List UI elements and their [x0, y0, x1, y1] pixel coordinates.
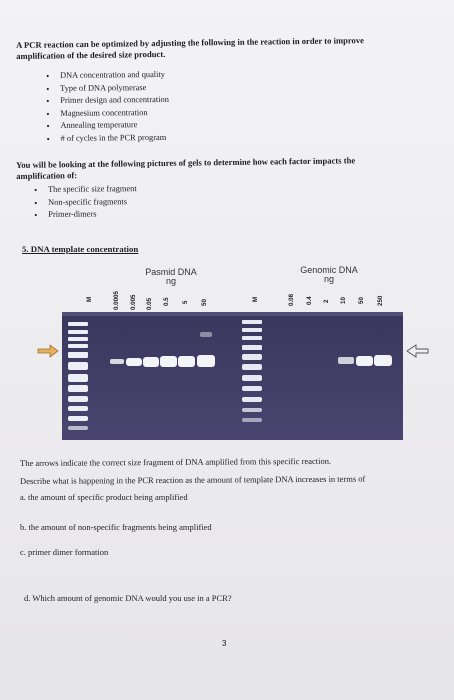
lane-label: 250	[377, 295, 384, 306]
lane-label: 10	[340, 297, 347, 304]
genomic-unit: ng	[323, 274, 334, 284]
gel-bands	[62, 312, 403, 440]
gels-intro-line-1: You will be looking at the following pictures of gels to determine how each factor impacts the	[16, 155, 356, 170]
lane-label: 0.08	[288, 293, 295, 306]
lane-label: 0.5	[163, 297, 170, 306]
list-item: • Type of DNA polymerase	[46, 82, 147, 94]
plasmid-unit: ng	[165, 276, 176, 286]
list-item: • Magnesium concentration	[46, 107, 148, 119]
genomic-label: Genomic DNA	[300, 265, 358, 275]
list-item: • DNA concentration and quality	[46, 69, 165, 81]
list-item: • The specific size fragment	[34, 184, 137, 195]
lane-label: 0.05	[146, 297, 153, 310]
lane-label: 0.4	[306, 296, 313, 305]
arrow-note: The arrows indicate the correct size fragment of DNA amplified from this specific reaction.	[20, 455, 332, 468]
factor-list	[46, 67, 407, 146]
lane-label: 2	[323, 299, 330, 303]
genomic-group-label	[284, 266, 374, 284]
intro-paragraph	[16, 34, 436, 61]
plasmid-group-label	[126, 268, 216, 286]
lane-label: 50	[358, 297, 365, 304]
question-b: b. the amount of non-specific fragments being amplified	[20, 522, 212, 532]
lane-label: M	[252, 296, 259, 302]
plasmid-label: Pasmid DNA	[145, 267, 197, 277]
lane-label: 5	[182, 300, 189, 304]
amplification-list	[34, 181, 334, 221]
list-item: • # of cycles in the PCR program	[46, 132, 167, 144]
section-heading	[22, 244, 138, 255]
question-c: c. primer dimer formation	[20, 547, 109, 557]
describe-prompt: Describe what is happening in the PCR reaction as the amount of template DNA increases in terms of	[20, 473, 366, 486]
section-heading-text: 5. DNA template concentration	[22, 244, 139, 254]
gel-image	[62, 312, 403, 440]
list-item: • Annealing temperature	[46, 120, 138, 132]
lane-label: M	[86, 296, 93, 302]
question-d: d. Which amount of genomic DNA would you use in a PCR?	[24, 593, 232, 603]
intro-line-1: A PCR reaction can be optimized by adjusting the following in the reaction in order to improve	[16, 35, 364, 50]
question-a: a. the amount of specific product being amplified	[20, 492, 188, 502]
list-item: • Primer-dimers	[34, 209, 97, 221]
lane-label: 0.0005	[113, 291, 120, 310]
list-item: • Primer design and concentration	[46, 95, 169, 107]
lane-label: 50	[201, 299, 208, 306]
gels-intro-paragraph	[16, 154, 436, 181]
list-item: • Non-specific fragments	[34, 196, 128, 208]
page-number: 3	[222, 639, 227, 648]
intro-line-2: amplification of the desired size product.	[16, 48, 166, 61]
gels-intro-line-2: amplification of:	[16, 169, 78, 181]
lane-label: 0.005	[130, 294, 137, 310]
right-arrow-icon	[404, 344, 430, 358]
left-arrow-icon	[36, 344, 60, 358]
